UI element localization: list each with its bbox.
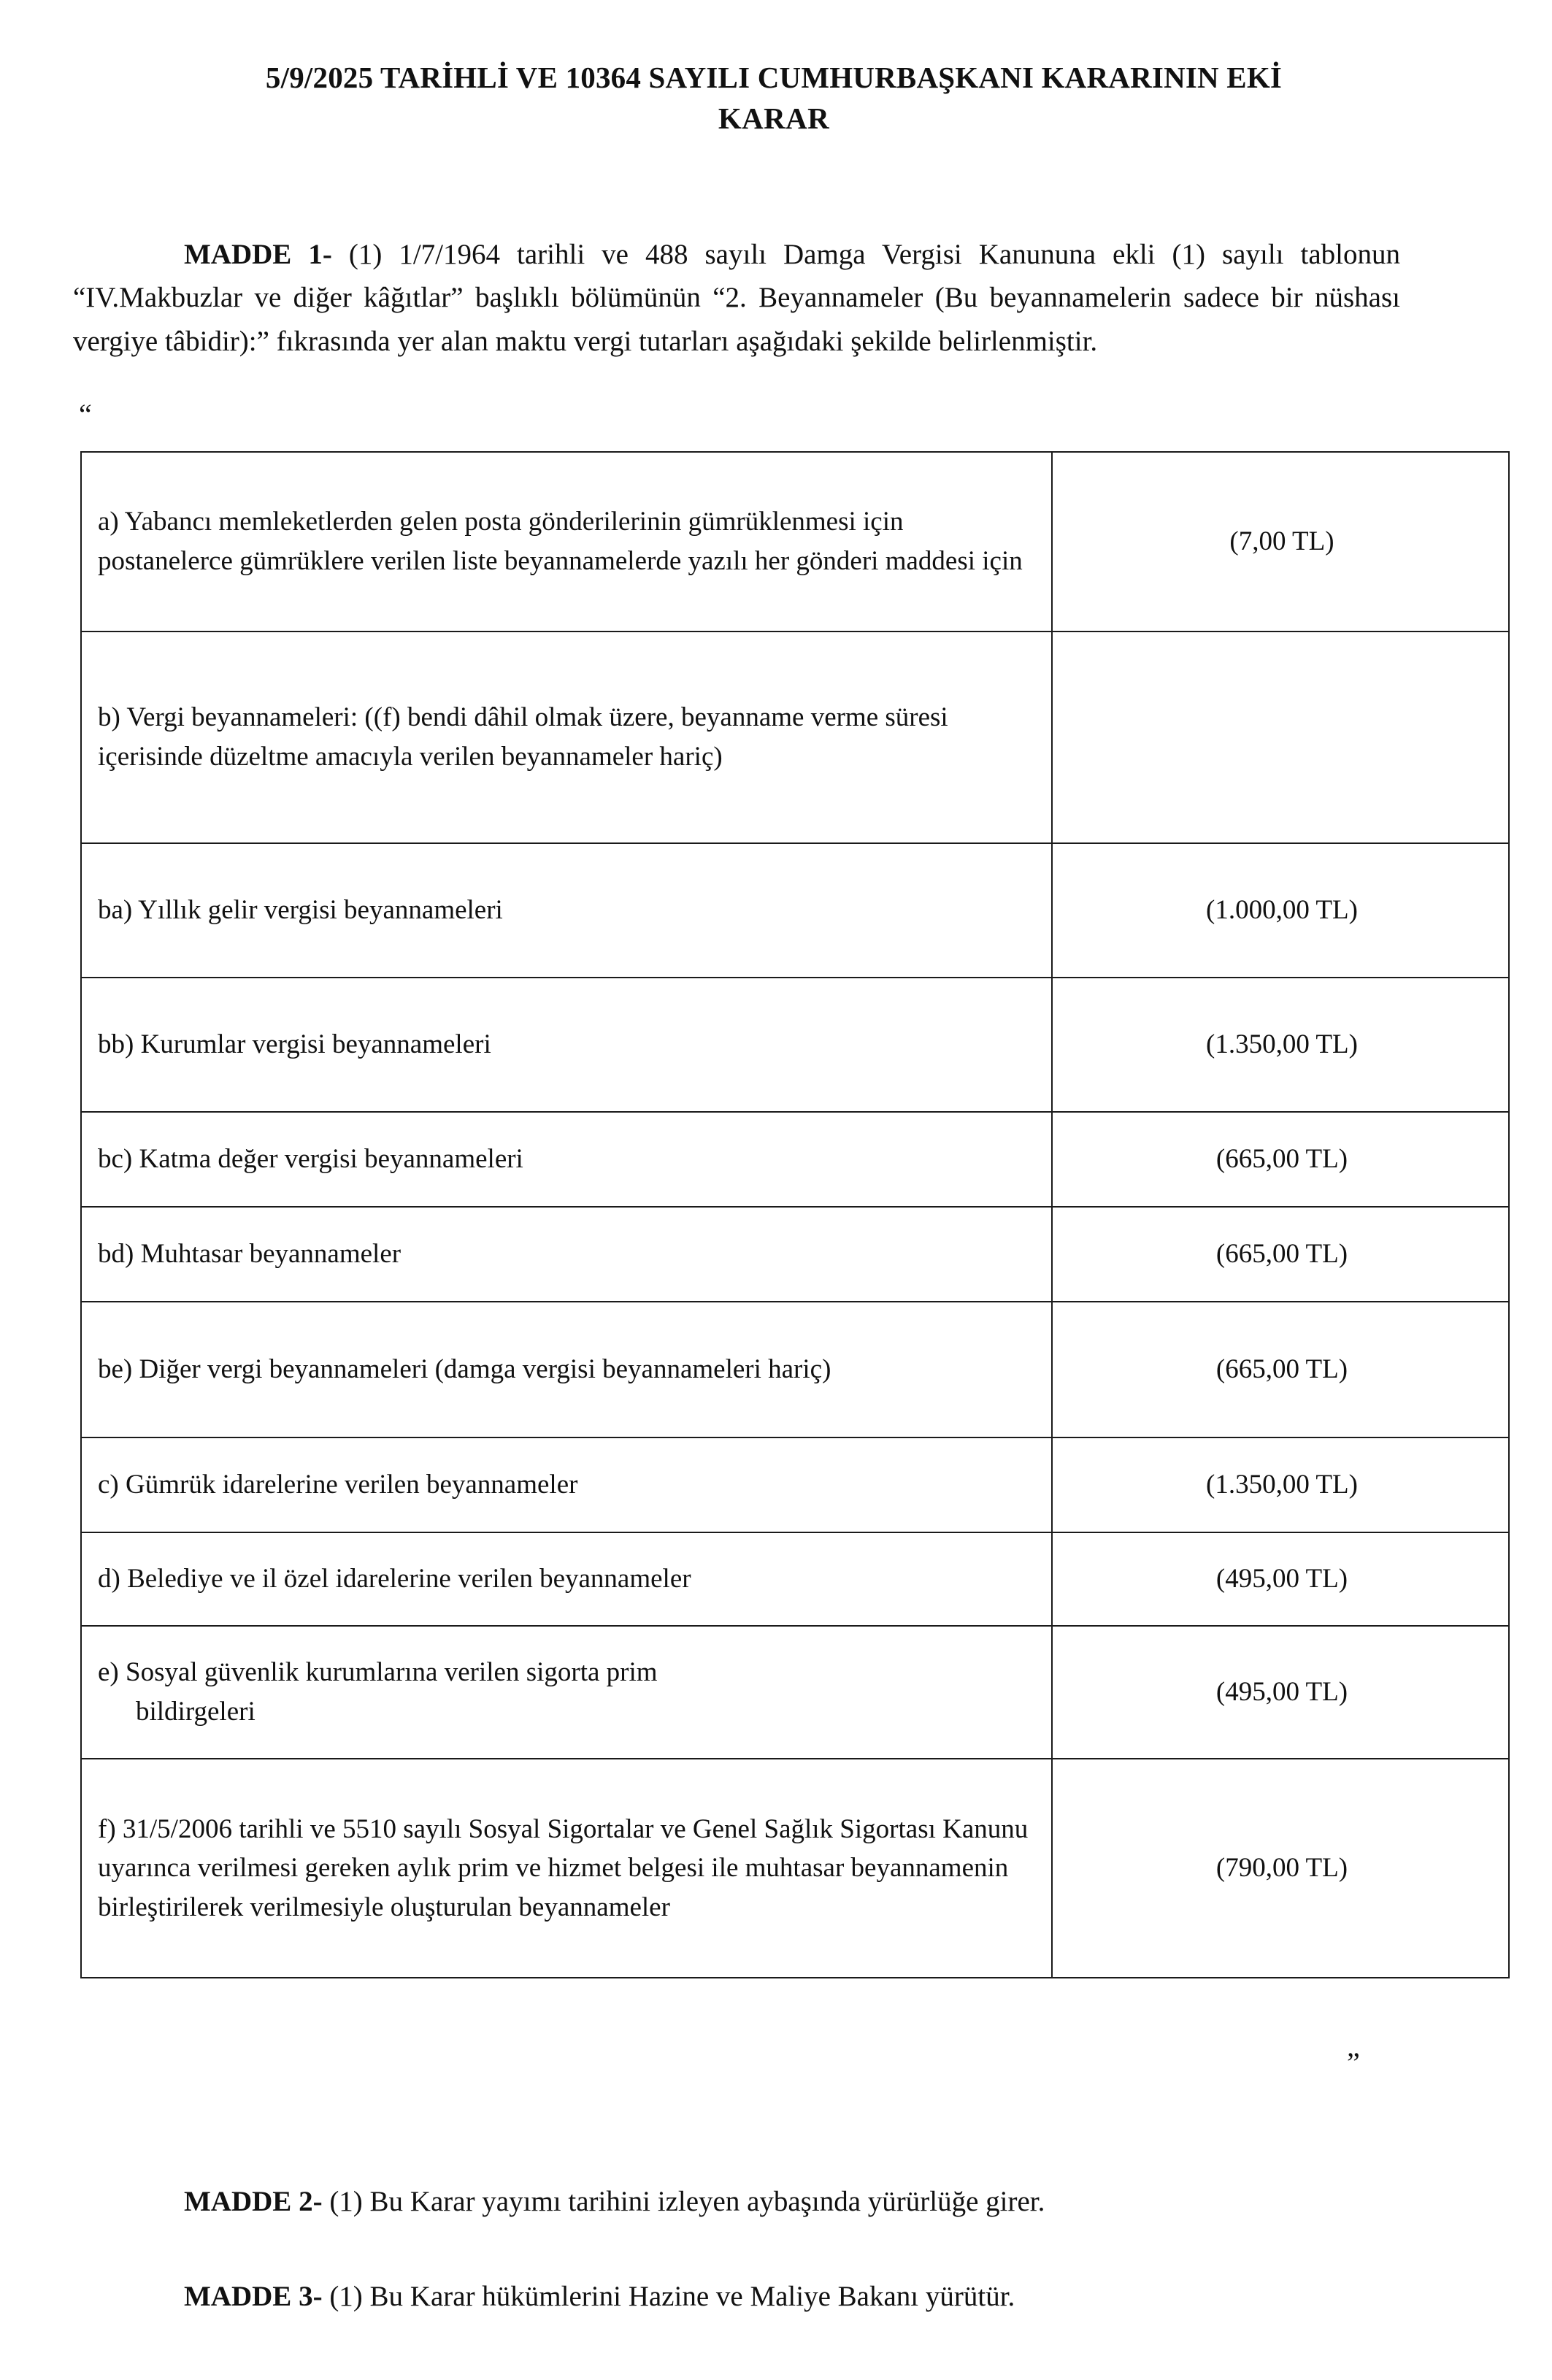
table-row xyxy=(81,452,1509,632)
row-amount: (1.000,00 TL) xyxy=(1052,843,1509,978)
row-description-line-2: bildirgeleri xyxy=(136,1697,256,1727)
row-description: bb) Kurumlar vergisi beyannameleri xyxy=(81,978,1052,1112)
row-description xyxy=(81,1626,1052,1759)
row-amount: (790,00 TL) xyxy=(1052,1759,1509,1978)
row-description: bd) Muhtasar beyannameler xyxy=(81,1207,1052,1302)
row-description: a) Yabancı memleketlerden gelen posta gönderilerinin gümrüklenmesi için postanelerce gümrüklere verilen liste beyannamelerde yazılı her gönderi maddesi için xyxy=(81,452,1052,632)
table-row xyxy=(81,1532,1509,1626)
page-subtitle: KARAR xyxy=(718,101,830,135)
row-description-line-1: e) Sosyal güvenlik kurumlarına verilen sigorta prim xyxy=(98,1657,658,1688)
table-row xyxy=(81,843,1509,978)
fee-table xyxy=(80,451,1510,1978)
fee-table-body xyxy=(81,452,1509,1978)
table-row xyxy=(81,1759,1509,1978)
article-2-label: MADDE 2- xyxy=(184,2186,323,2217)
page-title: 5/9/2025 TARİHLİ VE 10364 SAYILI CUMHURBAŞKANI KARARININ EKİ xyxy=(265,61,1283,94)
opening-quotation-mark: “ xyxy=(79,398,92,431)
closing-quotation-mark: ” xyxy=(1347,2046,1360,2079)
row-amount: (7,00 TL) xyxy=(1052,452,1509,632)
article-1-paragraph xyxy=(73,233,1400,363)
table-row xyxy=(81,1302,1509,1437)
row-description: b) Vergi beyannameleri: ((f) bendi dâhil olmak üzere, beyanname verme süresi içerisinde düzeltme amacıyla verilen beyannameler hariç) xyxy=(81,632,1052,843)
row-description: d) Belediye ve il özel idarelerine verilen beyannameler xyxy=(81,1532,1052,1626)
article-3-paragraph xyxy=(73,2276,1445,2319)
table-row xyxy=(81,632,1509,843)
row-amount: (665,00 TL) xyxy=(1052,1302,1509,1437)
article-1-body: (1) 1/7/1964 tarihli ve 488 sayılı Damga Vergisi Kanununa ekli (1) sayılı tablonun “IV.Makbuzlar ve diğer kâğıtlar” başlıklı bölümünün “2. Beyannameler (Bu beyannamelerin sadece bir nüshası vergiye tâbidir):” fıkrasında yer alan maktu vergi tutarları aşağıdaki şekilde belirlenmiştir. xyxy=(73,239,1400,357)
row-description: ba) Yıllık gelir vergisi beyannameleri xyxy=(81,843,1052,978)
fee-table-wrapper xyxy=(80,451,1447,1978)
row-amount: (665,00 TL) xyxy=(1052,1112,1509,1207)
table-row xyxy=(81,1112,1509,1207)
row-description: bc) Katma değer vergisi beyannameleri xyxy=(81,1112,1052,1207)
row-amount: (495,00 TL) xyxy=(1052,1626,1509,1759)
row-amount: (1.350,00 TL) xyxy=(1052,978,1509,1112)
row-amount xyxy=(1052,632,1509,843)
row-amount: (665,00 TL) xyxy=(1052,1207,1509,1302)
article-3-body: (1) Bu Karar hükümlerini Hazine ve Maliye Bakanı yürütür. xyxy=(322,2281,1015,2312)
table-row xyxy=(81,1626,1509,1759)
table-row xyxy=(81,978,1509,1112)
table-row xyxy=(81,1207,1509,1302)
row-description: f) 31/5/2006 tarihli ve 5510 sayılı Sosyal Sigortalar ve Genel Sağlık Sigortası Kanunu uyarınca verilmesi gereken aylık prim ve hizmet belgesi ile muhtasar beyannamenin birleştirilerek verilmesiyle oluşturulan beyannameler xyxy=(81,1759,1052,1978)
article-2-paragraph xyxy=(73,2181,1445,2224)
article-2-body: (1) Bu Karar yayımı tarihini izleyen aybaşında yürürlüğe girer. xyxy=(322,2186,1045,2217)
row-amount: (495,00 TL) xyxy=(1052,1532,1509,1626)
article-3-label: MADDE 3- xyxy=(184,2281,323,2312)
article-1-label: MADDE 1- xyxy=(184,239,332,270)
row-amount: (1.350,00 TL) xyxy=(1052,1437,1509,1532)
table-row xyxy=(81,1437,1509,1532)
row-description: c) Gümrük idarelerine verilen beyannameler xyxy=(81,1437,1052,1532)
row-description: be) Diğer vergi beyannameleri (damga vergisi beyannameleri hariç) xyxy=(81,1302,1052,1437)
